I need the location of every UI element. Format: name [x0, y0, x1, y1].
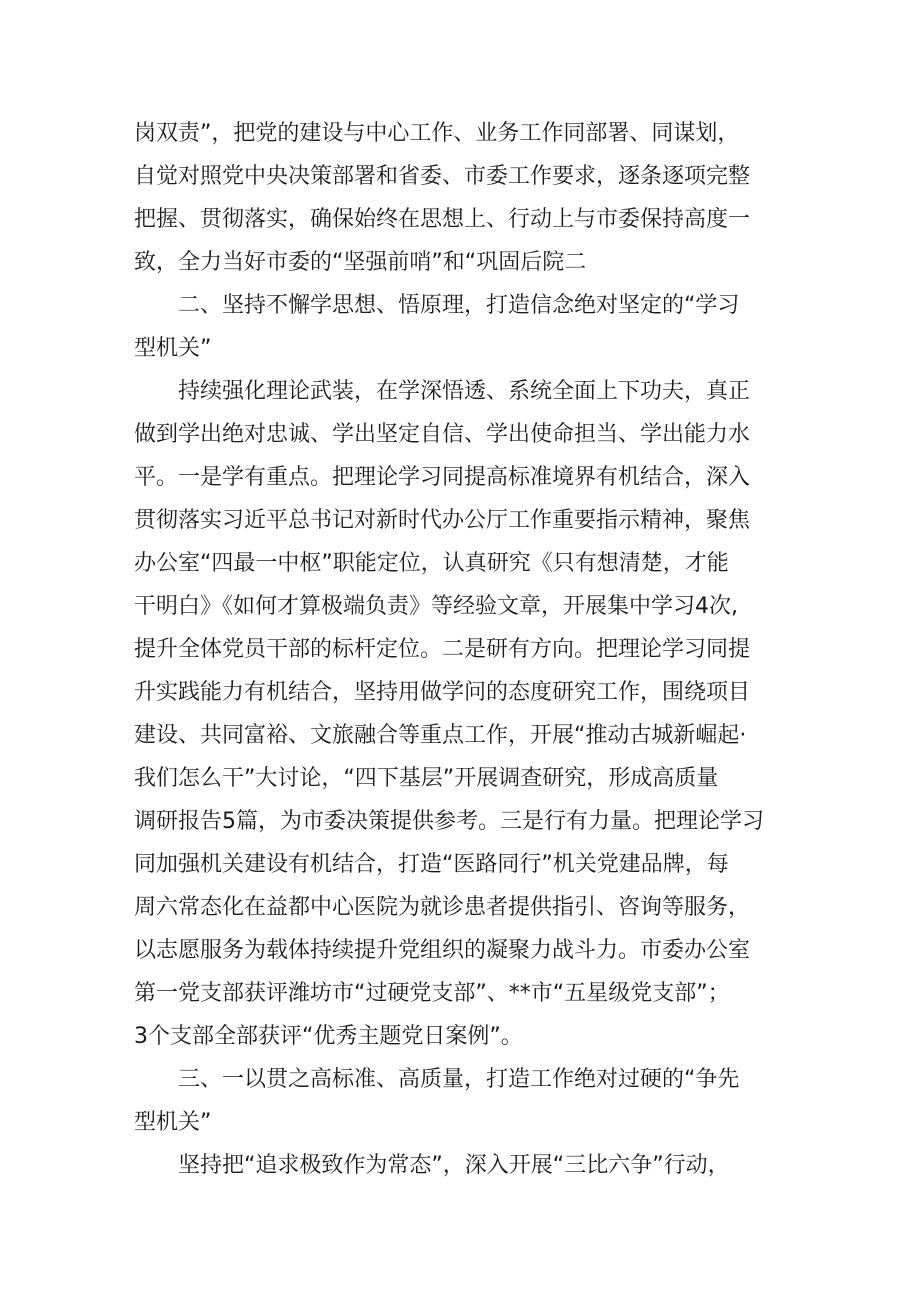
body-line: 同加强机关建设有机结合，打造“医路同行”机关党建品牌，每	[134, 852, 729, 877]
body-line: 3个支部全部获评“优秀主题党日案例”。	[134, 1024, 523, 1049]
body-line: 我们怎么干”大讨论，“四下基层”开展调查研究，形成高质量	[134, 766, 719, 791]
body-line: 办公室“四最一中枢”职能定位，认真研究《只有想清楚，才能	[134, 551, 729, 576]
body-line: 持续强化理论武装，在学深悟透、系统全面上下功夫，真正	[178, 379, 751, 404]
body-line: 干明白》《如何才算极端负责》等经验文章，开展集中学习4次,	[134, 594, 738, 619]
body-line: 平。一是学有重点。把理论学习同提高标准境界有机结合，深入	[134, 465, 751, 490]
body-line: 把握、贯彻落实，确保始终在思想上、行动上与市委保持高度一	[134, 207, 751, 232]
body-line: 自觉对照党中央决策部署和省委、市委工作要求，逐条逐项完整	[134, 164, 751, 189]
section-heading-3: 三、一以贯之高标准、高质量，打造工作绝对过硬的“争先	[178, 1067, 740, 1092]
body-line: 升实践能力有机结合，坚持用做学问的态度研究工作，围绕项目	[134, 680, 751, 705]
body-line: 坚持把“追求极致作为常态”，深入开展“三比六争”行动，	[178, 1153, 730, 1178]
body-line: 建设、共同富裕、文旅融合等重点工作，开展“推动古城新崛起·	[134, 723, 747, 748]
body-line: 岗双责”，把党的建设与中心工作、业务工作同部署、同谋划，	[134, 121, 740, 146]
body-line: 第一党支部获评潍坊市“过硬党支部”、**市“五星级党支部”；	[134, 981, 730, 1006]
section-heading-3-cont: 型机关”	[134, 1110, 212, 1135]
section-heading-2-cont: 型机关”	[134, 336, 212, 361]
body-line: 以志愿服务为载体持续提升党组织的凝聚力战斗力。市委办公室	[134, 938, 751, 963]
body-line: 周六常态化在益都中心医院为就诊患者提供指引、咨询等服务，	[134, 895, 751, 920]
section-heading-2: 二、坚持不懈学思想、悟原理，打造信念绝对坚定的“学习	[178, 293, 740, 318]
body-line: 贯彻落实习近平总书记对新时代办公厅工作重要指示精神，聚焦	[134, 508, 751, 533]
body-line: 调研报告5篇，为市委决策提供参考。三是行有力量。把理论学习	[134, 809, 764, 834]
body-line: 做到学出绝对忠诚、学出坚定自信、学出使命担当、学出能力水	[134, 422, 751, 447]
body-line: 致，全力当好市委的“坚强前哨”和“巩固后院二	[134, 250, 587, 275]
document-body	[134, 112, 794, 1187]
body-line: 提升全体党员干部的标杆定位。二是研有方向。把理论学习同提	[134, 637, 751, 662]
